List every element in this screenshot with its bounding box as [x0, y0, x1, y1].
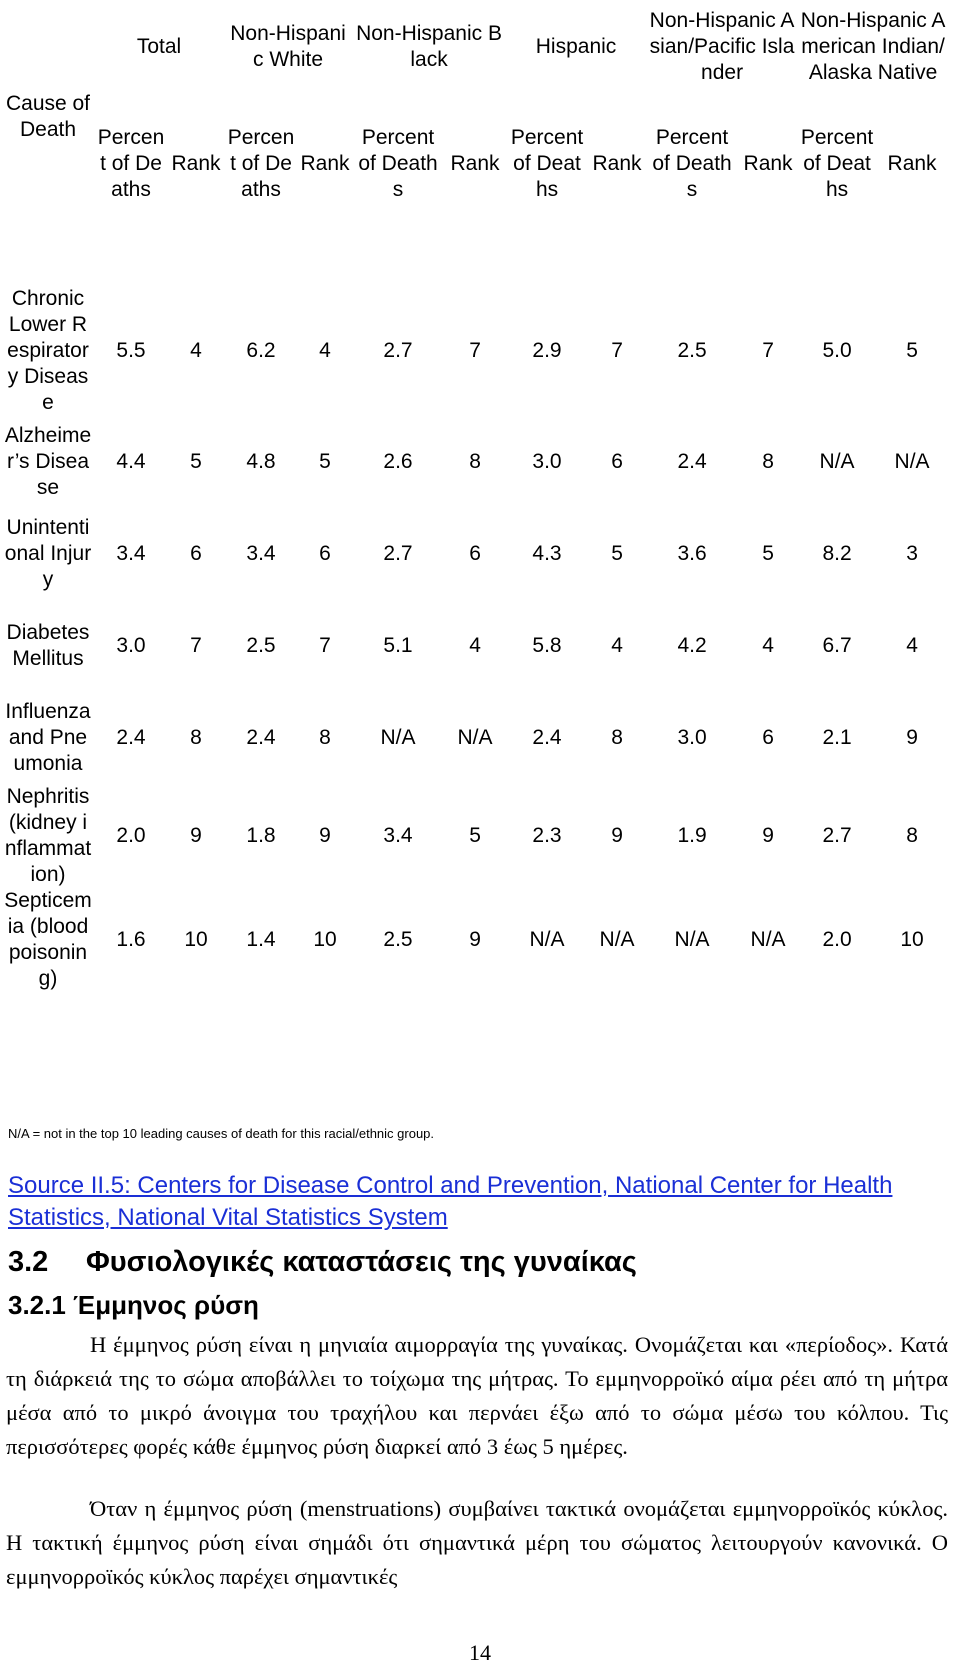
percent-cell: 4.8: [246, 450, 276, 473]
rank-cell: 8: [469, 450, 481, 473]
percent-cell: 3.0: [116, 634, 146, 657]
cause-cell: Alzheimer’s Disease: [4, 424, 92, 499]
rank-cell: 8: [190, 726, 202, 749]
rank-cell: 5: [762, 542, 774, 565]
table-row: [2, 888, 948, 992]
percent-cell: 5.1: [383, 634, 413, 657]
rank-cell: 7: [469, 339, 481, 362]
rank-cell: 8: [319, 726, 331, 749]
rank-cell: 7: [611, 339, 623, 362]
percent-cell: 2.7: [383, 339, 413, 362]
rank-cell: 5: [319, 450, 331, 473]
percent-cell: 2.7: [383, 542, 413, 565]
percent-cell: 3.0: [677, 726, 707, 749]
subheader-percent: Percent of Deaths: [227, 126, 295, 201]
group-header-nh-black: Non-Hispanic Black: [356, 22, 502, 71]
subheader-percent: Percent of Deaths: [358, 126, 438, 201]
mortality-table: [2, 0, 948, 992]
paragraph: Όταν η έμμηνος ρύση (menstruations) συμβαίνει τακτικά ονομάζεται εμμηνορροϊκός κύκλος. Η τακτική έμμηνος ρύση είναι σημάδι ότι σημαντικά μέρη του σώματος λειτουργούν κανονικά. Ο εμμηνορροϊκός κύκλος παρέχει σημαντικές: [6, 1496, 948, 1589]
table-row: [2, 286, 948, 416]
rank-cell: 4: [319, 339, 331, 362]
percent-cell: 1.6: [116, 928, 146, 951]
group-header-nh-american-indian: Non-Hispanic American Indian/Alaska Native: [800, 9, 946, 84]
rank-cell: N/A: [599, 928, 635, 951]
rank-cell: 4: [906, 634, 918, 657]
table-row: [2, 600, 948, 692]
percent-cell: 2.7: [822, 824, 852, 847]
rank-cell: 6: [611, 450, 623, 473]
rank-cell: 9: [469, 928, 481, 951]
cause-cell: Nephritis (kidney inflammation): [4, 785, 92, 886]
subheader-percent: Percent of Deaths: [97, 126, 165, 201]
rank-cell: 7: [319, 634, 331, 657]
percent-cell: 2.4: [246, 726, 276, 749]
rank-cell: 5: [190, 450, 202, 473]
rank-cell: 7: [190, 634, 202, 657]
percent-cell: 2.5: [383, 928, 413, 951]
percent-cell: 1.4: [246, 928, 276, 951]
cause-cell: Chronic Lower Respiratory Disease: [7, 287, 89, 414]
percent-cell: 2.4: [116, 726, 146, 749]
rank-cell: 4: [611, 634, 623, 657]
rank-cell: 9: [611, 824, 623, 847]
percent-cell: 2.3: [532, 824, 562, 847]
percent-cell: 4.3: [532, 542, 562, 565]
header-cause-of-death: Cause of Death: [5, 92, 91, 141]
rank-cell: N/A: [457, 726, 493, 749]
group-header-nh-asian-pacific: Non-Hispanic Asian/Pacific Islander: [649, 9, 795, 84]
percent-cell: 4.4: [116, 450, 146, 473]
percent-cell: 5.8: [532, 634, 562, 657]
percent-cell: 3.0: [532, 450, 562, 473]
group-header-hispanic: Hispanic: [535, 35, 617, 58]
subheader-rank: Rank: [887, 152, 937, 175]
rank-cell: 9: [319, 824, 331, 847]
group-header-total: Total: [136, 35, 182, 58]
percent-cell: 5.0: [822, 339, 852, 362]
rank-cell: 4: [762, 634, 774, 657]
table-row: [2, 692, 948, 784]
percent-cell: 3.6: [677, 542, 707, 565]
rank-cell: 4: [469, 634, 481, 657]
rank-cell: 10: [900, 928, 924, 951]
subheader-rank: Rank: [592, 152, 642, 175]
rank-cell: 6: [319, 542, 331, 565]
percent-cell: 2.0: [822, 928, 852, 951]
subheader-rank: Rank: [300, 152, 350, 175]
cause-cell: Diabetes Mellitus: [6, 621, 90, 670]
page-number: 14: [469, 1640, 491, 1665]
percent-cell: 2.5: [246, 634, 276, 657]
rank-cell: N/A: [894, 450, 930, 473]
table-body: [2, 234, 948, 992]
cause-cell: Unintentional Injury: [4, 516, 92, 591]
table-spacer: [2, 234, 948, 286]
percent-cell: 4.2: [677, 634, 707, 657]
rank-cell: 5: [906, 339, 918, 362]
rank-cell: 8: [611, 726, 623, 749]
percent-cell: N/A: [674, 928, 710, 951]
rank-cell: 9: [190, 824, 202, 847]
subsection-heading: 3.2.1 Έμμηνος ρύση: [8, 1290, 259, 1320]
subheader-rank: Rank: [450, 152, 500, 175]
table-footnote: N/A = not in the top 10 leading causes of death for this racial/ethnic group.: [8, 1126, 435, 1141]
section-heading: [8, 1244, 637, 1280]
rank-cell: 6: [762, 726, 774, 749]
rank-cell: 10: [184, 928, 208, 951]
rank-cell: 9: [906, 726, 918, 749]
rank-cell: 8: [762, 450, 774, 473]
percent-cell: 2.9: [532, 339, 562, 362]
percent-cell: N/A: [380, 726, 416, 749]
cause-cell: Septicemia (blood poisoning): [4, 889, 92, 990]
percent-cell: 8.2: [822, 542, 852, 565]
rank-cell: 4: [190, 339, 202, 362]
percent-cell: 3.4: [246, 542, 276, 565]
percent-cell: 3.4: [383, 824, 413, 847]
percent-cell: 2.4: [677, 450, 707, 473]
percent-cell: 2.1: [822, 726, 852, 749]
percent-cell: 2.4: [532, 726, 562, 749]
table-row: [2, 416, 948, 508]
subheader-rank: Rank: [171, 152, 221, 175]
rank-cell: 10: [313, 928, 337, 951]
subheader-rank: Rank: [743, 152, 793, 175]
percent-cell: 2.0: [116, 824, 146, 847]
table-row: [2, 508, 948, 600]
percent-cell: 5.5: [116, 339, 146, 362]
percent-cell: 2.6: [383, 450, 413, 473]
rank-cell: 3: [906, 542, 918, 565]
rank-cell: 8: [906, 824, 918, 847]
percent-cell: 3.4: [116, 542, 146, 565]
subheader-percent: Percent of Deaths: [510, 126, 584, 201]
group-header-nh-white: Non-Hispanic White: [230, 22, 346, 71]
subheader-percent: Percent of Deaths: [652, 126, 732, 201]
rank-cell: 9: [762, 824, 774, 847]
rank-cell: 5: [611, 542, 623, 565]
percent-cell: 2.5: [677, 339, 707, 362]
rank-cell: 5: [469, 824, 481, 847]
percent-cell: N/A: [819, 450, 855, 473]
percent-cell: 1.9: [677, 824, 707, 847]
table-row: [2, 784, 948, 888]
percent-cell: 1.8: [246, 824, 276, 847]
paragraph: Η έμμηνος ρύση είναι η μηνιαία αιμορραγία της γυναίκας. Ονομάζεται και «περίοδος». Κατά τη διάρκειά της το σώμα αποβάλλει το τοίχωμα της μήτρας. Το εμμηνορροϊκό αίμα ρέει από τη μήτρα μέσα από το μικρό άνοιγμα του τραχήλου και περνάει έξω από το σώμα μέσω του κόλπου. Τις περισσότερες φορές κάθε έμμηνος ρύση διαρκεί από 3 έως 5 ημέρες.: [6, 1332, 948, 1459]
rank-cell: 7: [762, 339, 774, 362]
cause-cell: Influenza and Pneumonia: [5, 700, 91, 775]
percent-cell: N/A: [529, 928, 565, 951]
source-link[interactable]: Source II.5: Centers for Disease Control and Prevention, National Center for Health Statistics, National Vital Statistics System: [8, 1172, 893, 1231]
section-number: 3.2: [8, 1246, 49, 1278]
rank-cell: N/A: [750, 928, 786, 951]
subheader-percent: Percent of Deaths: [800, 126, 874, 201]
section-title: Φυσιολογικές καταστάσεις της γυναίκας: [86, 1246, 637, 1278]
rank-cell: 6: [469, 542, 481, 565]
percent-cell: 6.7: [822, 634, 852, 657]
percent-cell: 6.2: [246, 339, 276, 362]
rank-cell: 6: [190, 542, 202, 565]
